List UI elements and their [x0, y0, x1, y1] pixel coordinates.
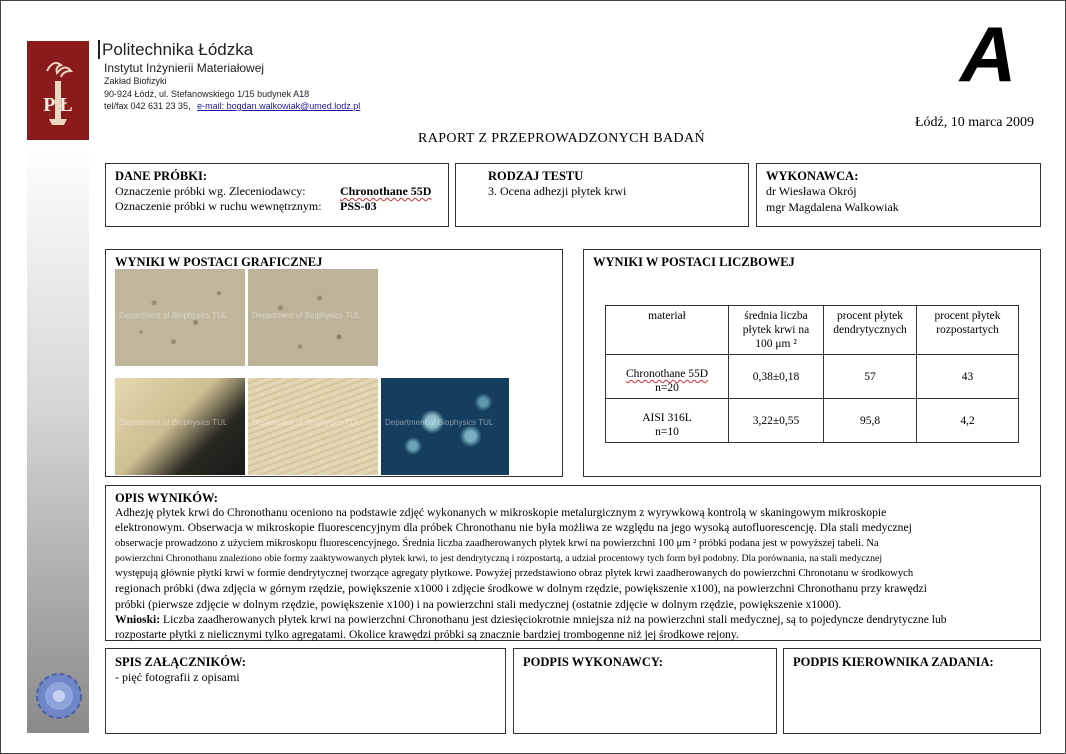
contact-line — [104, 101, 360, 111]
micrograph-chronothane-1: Department of Biophysics TUL — [115, 269, 245, 366]
phone-text: tel/fax 042 631 23 35, — [104, 101, 191, 111]
performer-signature-box — [513, 648, 777, 734]
description-title: OPIS WYNIKÓW: — [115, 491, 218, 505]
test-type-box — [455, 163, 749, 227]
conclusion-label: Wnioski: — [115, 613, 161, 627]
client-label: Oznaczenie próbki wg. Zleceniodawcy: — [115, 184, 306, 198]
conclusion-line: Wnioski: Liczba zaadherowanych płytek krwi na powierzchni Chronothanu jest dziesięciokrotnie mniejsza niż na powierzchni stali medycznej, są to pojedyncze dendrytyczne lub — [115, 613, 947, 627]
attachments-title: SPIS ZAŁĄCZNIKÓW: — [115, 655, 246, 669]
micrograph-chronothane-edge: Department of Biophysics TUL — [115, 378, 245, 475]
logo-text: P Ł — [43, 94, 73, 116]
internal-label: Oznaczenie próbki w ruchu wewnętrznym: — [115, 199, 322, 213]
description-line: powierzchni Chronothanu znaleziono obie formy zaaktywowanych płytek krwi, to jest dendrytyczną i rozpostartą, a udział procentowy tych form był podobny. Dla porównania, na stali medycznej — [115, 552, 883, 564]
mean-cell: 0,38±0,18 — [729, 355, 824, 399]
manager-signature-title: PODPIS KIEROWNIKA ZADANIA: — [793, 655, 994, 669]
spread-cell: 4,2 — [917, 399, 1019, 443]
micrograph-chronothane-center: Department of Biophysics TUL — [248, 378, 378, 475]
dendritic-cell: 57 — [824, 355, 917, 399]
mean-cell: 3,22±0,55 — [729, 399, 824, 443]
results-table — [605, 305, 1019, 443]
graphic-title: WYNIKI W POSTACI GRAFICZNEJ — [115, 255, 323, 269]
department-name: Zakład Biofizyki — [104, 76, 167, 86]
department-emblem — [33, 670, 85, 722]
sample-data-box — [105, 163, 449, 227]
conclusion-line: rozpostarte płytki z nielicznymi tylko agregatami. Okolice krawędzi próbki są znacznie bardziej trombogenne niż jej środkowe rejony. — [115, 628, 739, 642]
table-header-row — [606, 306, 1019, 355]
description-line: próbki (pierwsze zdjęcie w dolnym rzędzie, powiększenie x100) i na powierzchni stali medycznej (ostatnie zdjęcie w dolnym rzędzie, powiększenie x1000). — [115, 597, 842, 611]
performer-title: WYKONAWCA: — [766, 169, 859, 183]
spread-cell: 43 — [917, 355, 1019, 399]
dendritic-cell: 95,8 — [824, 399, 917, 443]
description-body — [115, 505, 1035, 643]
micrograph-steel-fluorescence: Department of Biophysics TUL — [381, 378, 509, 475]
address-text: 90-924 Łódź, ul. Stefanowskiego 1/15 budynek A18 — [104, 89, 310, 99]
test-title: RODZAJ TESTU — [488, 169, 584, 183]
description-line: występują głównie płytki krwi w formie dendrytycznej tworzące agregaty płytkowe. Powyżej przedstawiono obraz płytek krwi zaadherowanych do powierzchni Chronotanu w środkowych — [115, 568, 914, 580]
attachments-box — [105, 648, 506, 734]
numeric-results-box — [583, 249, 1041, 477]
report-date: Łódź, 10 marca 2009 — [915, 115, 1034, 130]
description-line: regionach próbki (dwa zdjęcia w górnym rzędzie, powiększenie x1000 i zdjęcie środkowe w dolnym rzędzie, powiększenie x100), na powierzchni Chronothanu przy krawędzi — [115, 582, 927, 596]
attachments-value: - pięć fotografii z opisami — [115, 670, 240, 684]
gear-emblem-icon — [33, 670, 85, 722]
micrograph-chronothane-2: Department of Biophysics TUL — [248, 269, 378, 366]
email-link[interactable]: e-mail: bogdan.walkowiak@umed.lodz.pl — [197, 101, 361, 111]
table-row — [606, 399, 1019, 443]
university-logo — [27, 41, 89, 140]
graphic-results-box — [105, 249, 563, 477]
test-value: 3. Ocena adhezji płytek krwi — [488, 184, 627, 198]
performer-box — [756, 163, 1041, 227]
table-row — [606, 355, 1019, 399]
material-cell: Chronothane 55D n=20 — [606, 355, 729, 399]
sidebar-gradient — [27, 140, 89, 733]
performer-person-2: mgr Magdalena Walkowiak — [766, 200, 899, 214]
description-line: obserwacje prowadzono z użyciem mikroskopu fluorescencyjnego. Średnia liczba zaadherowanych płytek krwi na powierzchni 100 μm ² próbki podana jest w powyższej tabeli. Na — [115, 537, 879, 549]
header-mean: średnia liczba płytek krwi na 100 μm ² — [729, 306, 824, 355]
header-spread: procent płytek rozpostartych — [917, 306, 1019, 355]
numeric-title: WYNIKI W POSTACI LICZBOWEJ — [593, 255, 795, 269]
material-cell: AISI 316L n=10 — [606, 399, 729, 443]
sample-title: DANE PRÓBKI: — [115, 169, 208, 183]
logo-emblem-icon — [27, 41, 89, 140]
document-letter: A — [960, 10, 1017, 98]
description-line: Adhezję płytek krwi do Chronothanu oceniono na podstawie zdjęć wykonanych w mikroskopie metalurgicznym z wyrywkową kontrolą w skaningowym mikroskopie — [115, 506, 887, 519]
manager-signature-box — [783, 648, 1041, 734]
university-name: Politechnika Łódzka — [98, 40, 253, 60]
description-line: elektronowym. Obserwacja w mikroskopie fluorescencyjnym dla próbek Chronothanu nie była możliwa ze względu na jego wysoką autofluorescencję. Dla stali medycznej — [115, 521, 912, 535]
description-box — [105, 485, 1041, 641]
header-material: materiał — [606, 306, 729, 355]
performer-signature-title: PODPIS WYKONAWCY: — [523, 655, 663, 669]
institute-name: Instytut Inżynierii Materiałowej — [104, 61, 265, 75]
header-dendritic: procent płytek dendrytycznych — [824, 306, 917, 355]
performer-person-1: dr Wiesława Okrój — [766, 184, 857, 198]
report-title: RAPORT Z PRZEPROWADZONYCH BADAŃ — [418, 131, 706, 146]
client-value: Chronothane 55D — [340, 184, 432, 198]
internal-value: PSS-03 — [340, 199, 377, 213]
